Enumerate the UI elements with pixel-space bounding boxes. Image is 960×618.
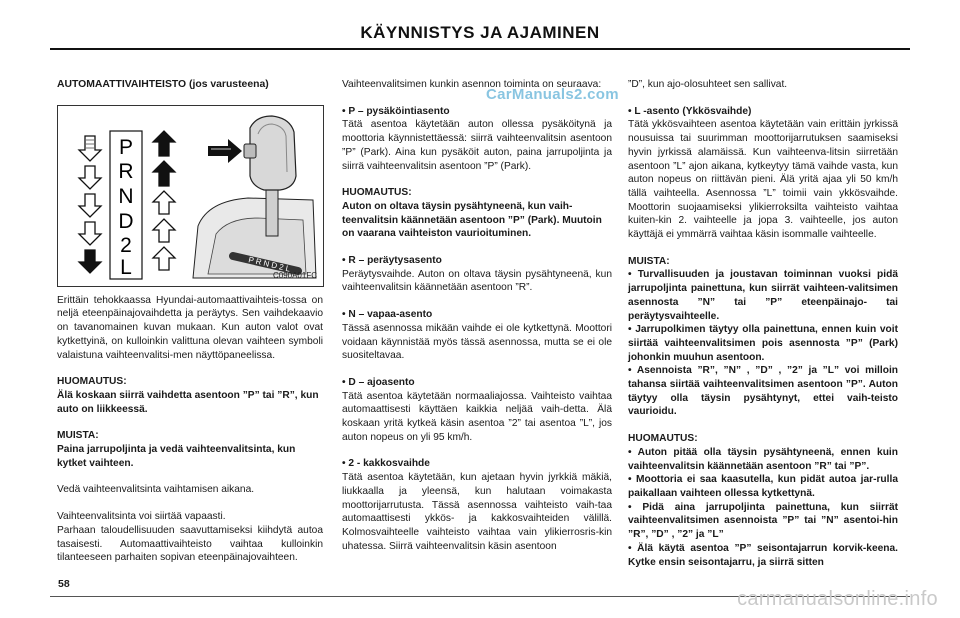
position-p bbox=[342, 105, 612, 174]
remember-list bbox=[628, 255, 898, 419]
arrow-up-icon bbox=[153, 247, 175, 270]
note-item: • Moottoria ei saa kaasutella, kun pidät autoa jar-rulla paikallaan vaihteen ollessa kytkettynä. bbox=[628, 474, 898, 499]
gear-shift-figure bbox=[57, 105, 324, 287]
economy-text: Parhaan taloudellisuuden saavuttamiseksi kiihdytä autoa tasaisesti. Automaattivaihteisto vaihtaa kulloinkin tilanteeseen parhaiten sopivan eteenpäinajovaihteen. bbox=[57, 524, 323, 564]
left-arrow-column bbox=[79, 136, 101, 273]
figure-code: C090A01FC bbox=[272, 271, 317, 280]
position-p-body: Tätä asentoa käytetään auton ollessa pysäköitynä ja moottoria käynnistettäessä: siirrä vaihteenvalitsin asentoon ”P” (Park). Aina kun pysäköit auton, paina jarrupoljinta ja siirrä vaihteenvalitsin asentoon ”P” (Park). bbox=[342, 119, 612, 172]
gear-letter: D bbox=[118, 209, 134, 233]
arrow-right-icon bbox=[208, 139, 242, 163]
gear-letter: R bbox=[118, 159, 134, 183]
note-body: Älä koskaan siirrä vaihdetta asentoon ”P” tai ”R”, kun auto on liikkeessä. bbox=[57, 389, 319, 415]
arrow-up-icon bbox=[153, 219, 175, 242]
remember-heading: MUISTA: bbox=[57, 430, 99, 442]
page-title: KÄYNNISTYS JA AJAMINEN bbox=[360, 23, 600, 42]
position-r-body: Peräytysvaihde. Auton on oltava täysin pysähtyneenä, kun vaihteenvalitsin käännetään asentoon ”R”. bbox=[342, 268, 612, 294]
gear-shift-illustration bbox=[58, 106, 323, 286]
position-r bbox=[342, 254, 612, 295]
position-n bbox=[342, 308, 612, 363]
gear-letter: P bbox=[118, 135, 134, 159]
note-item: • Pidä aina jarrupoljinta painettuna, kun siirrät vaihteenvalitsimen asennoista ”P” tai ”N” asentoi-hin ”R”, ”D” , ”2” ja ”L” bbox=[628, 501, 898, 541]
arrow-up-icon bbox=[153, 191, 175, 214]
position-d-title: • D – ajoasento bbox=[342, 376, 415, 388]
arrow-down-icon bbox=[79, 194, 101, 217]
note-heading: HUOMAUTUS: bbox=[628, 433, 698, 445]
free-move-paragraph bbox=[57, 510, 323, 565]
positions-intro: Vaihteenvalitsimen kunkin asennon toiminta on seuraava: bbox=[342, 79, 602, 90]
park-note bbox=[342, 186, 612, 241]
position-2 bbox=[342, 457, 612, 553]
intro-paragraph: Erittäin tehokkaassa Hyundai-automaattivaihteis-tossa on neljä eteenpäinajovaihdetta ja peräytys. Sen vaihdekaavio on tavanomainen kuvan mukaan. Kun auton valot ovat kytkettyinä, on kulloinkin valittuna olevan vaihteen symboli valaistuna vaihteenvalitsi-men näyttöpaneelissa. bbox=[57, 294, 323, 361]
position-n-body: Tässä asennossa mikään vaihde ei ole kytkettynä. Moottori voidaan käynnistää myös tässä asennossa, mutta se ei ole suositeltavaa. bbox=[342, 322, 612, 362]
arrow-down-icon bbox=[79, 250, 101, 273]
watermark-bottom: carmanualsonline.info bbox=[737, 588, 938, 610]
gear-letter: 2 bbox=[120, 233, 132, 257]
arrow-down-icon bbox=[79, 166, 101, 189]
column-middle bbox=[342, 78, 612, 553]
shifter-drawing bbox=[193, 116, 316, 278]
gear-letter: N bbox=[118, 184, 134, 208]
remember-body: Paina jarrupoljinta ja vedä vaihteenvalitsinta, kun kytket vaihteen. bbox=[57, 444, 296, 469]
position-n-title: • N – vapaa-asento bbox=[342, 309, 433, 321]
position-p-title: • P – pysäköintiasento bbox=[342, 105, 450, 117]
arrow-up-icon bbox=[153, 161, 175, 186]
free-move-line: Vaihteenvalitsinta voi siirtää vapaasti. bbox=[57, 511, 226, 523]
note-heading: HUOMAUTUS: bbox=[342, 187, 412, 199]
position-d-body: Tätä asentoa käytetään normaaliajossa. Vaihteisto vaihtaa automaattisesti käyttäen kaikkia neljää vaih-detta. Älä koskaan yritä kytkeä käsin asentoa ”2” tai asentoa ”L”, jos auton nopeus on yli 95 km/h. bbox=[342, 390, 612, 443]
svg-text:P R N D 2 L: P R N D 2 L bbox=[247, 254, 292, 274]
remember-item: • Jarrupolkimen täytyy olla painettuna, ennen kuin voit siirtää vaihteenvalitsimen pois asennosta ”P” (Park) johonkin muuhun asentoon. bbox=[628, 324, 898, 363]
position-2-title: • 2 - kakkosvaihde bbox=[342, 458, 430, 470]
arrow-down-icon bbox=[79, 222, 101, 245]
pull-paragraph: Vedä vaihteenvalitsinta vaihtamisen aikana. bbox=[57, 484, 255, 496]
section-title: AUTOMAATTIVAIHTEISTO (jos varusteena) bbox=[57, 79, 269, 90]
note-body: Auton on oltava täysin pysähtyneenä, kun vaih-teenvalitsin käännetään asentoon ”P” (Park). Muutoin on vaarana vaihteiston vaurioituminen. bbox=[342, 200, 602, 240]
gear-letter: L bbox=[120, 255, 132, 279]
remember-heading: MUISTA: bbox=[628, 255, 670, 267]
remember-item: • Asennoista ”R”, ”N” , ”D” , ”2” ja ”L” voi milloin tahansa siirtää vaihteenvalitsimen asentoon ”P”. Auton täytyy olla täysin pysähtynyt, ettei vaih-teisto vaurioidu. bbox=[628, 365, 898, 418]
page-number: 58 bbox=[58, 578, 70, 590]
continued-text: ”D”, kun ajo-olosuhteet sen sallivat. bbox=[628, 79, 788, 90]
note-heading: HUOMAUTUS: bbox=[57, 376, 127, 388]
arrow-up-icon bbox=[153, 131, 175, 156]
column-right bbox=[628, 78, 898, 569]
right-arrow-column bbox=[153, 131, 175, 270]
position-2-body: Tätä asentoa käytetään, kun ajetaan hyvin jyrkkiä mäkiä, liukkaalla ja yleensä, kun halutaan voimakasta moottorijarrutusta. Tässä asennossa vaihteisto vaih-taa automaattisesti ykkös- ja kakkosvaihteiden välillä. Kolmosvaihteelle vaihteisto vaihtaa vain ylikierrosris-kin uhatessa. Siirrä vaihteenvalitsin käsin asentoon bbox=[342, 472, 612, 552]
header-rule bbox=[50, 48, 910, 50]
position-r-title: • R – peräytysasento bbox=[342, 255, 442, 267]
position-d bbox=[342, 376, 612, 445]
remember-block bbox=[57, 429, 323, 470]
note-item: • Älä käytä asentoa ”P” seisontajarrun korvik-keena. Kytke ensin seisontajarru, ja siirrä sitten bbox=[628, 542, 898, 568]
position-l-title: • L -asento (Ykkösvaihde) bbox=[628, 105, 752, 117]
note-block bbox=[57, 375, 323, 416]
note-item: • Auton pitää olla täysin pysähtyneenä, ennen kuin vaihteenvalitsin käännetään asentoon ”R” tai ”P”. bbox=[628, 446, 898, 472]
remember-item: • Turvallisuuden ja joustavan toiminnan vuoksi pidä jarrupoljinta painettuna, kun siirrät vaihteen-valitsimen asennosta ”N” tai ”P” eteenpäinajo- tai peräytysvaihteelle. bbox=[628, 269, 898, 322]
column-left bbox=[57, 78, 323, 565]
position-l bbox=[628, 105, 898, 242]
note-list bbox=[628, 432, 898, 569]
position-l-body: Tätä ykkösvaihteen asentoa käytetään vain erittäin jyrkissä nousuissa tai suurimman moottorijarrutuksen saamiseksi hyvin jyrkissä alamäissä. Kun vaihteenva-litsin siirretään asentoon ”L” ajon aikana, kytkeytyy tämä vaihde vasta, kun auton nopeus on riittävän pieni. Älä yritä ajaa yli 50 km/h tällä vaihteella. Asennossa ”L” toimii vain ykkösvaihde. Moottorin suojaamiseksi ylikierroksilta vaihteisto vaihtaa kuiten-kin 2. vaihteelle ja jopa 3. vaihteelle, jos auton käyttäjä ei ymmärrä vaihtaa käsin isommalle vaihteelle. bbox=[628, 119, 898, 241]
watermark-top: CarManuals2.com bbox=[486, 86, 619, 103]
